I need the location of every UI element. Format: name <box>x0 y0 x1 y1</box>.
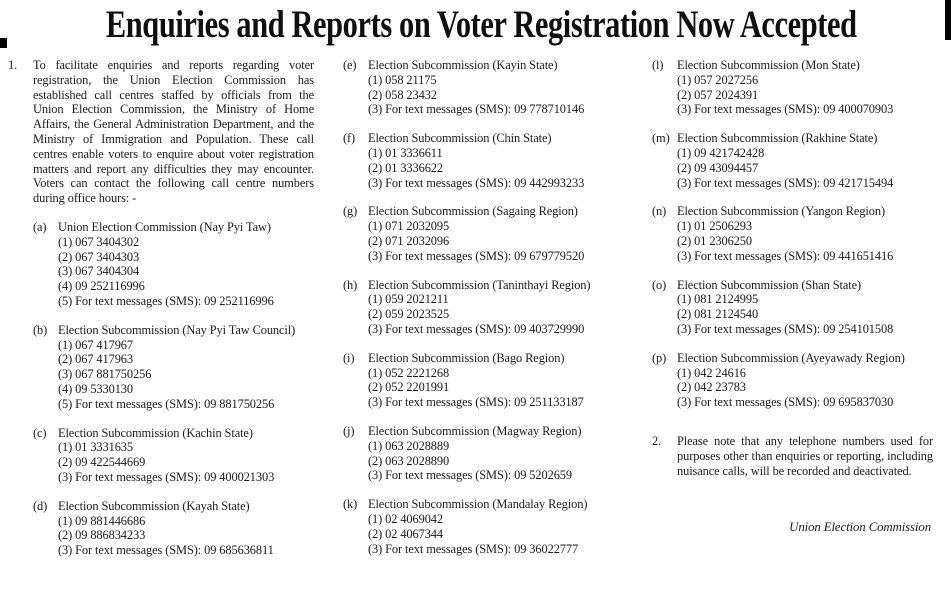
section-label: (g) <box>343 204 358 219</box>
section-a <box>33 220 314 309</box>
section-label: (i) <box>343 350 355 365</box>
section-label: (m) <box>652 131 670 146</box>
section-title: Election Subcommission (Magway Region) <box>368 423 582 438</box>
phone-line: (1) 059 2021211 <box>368 292 449 307</box>
section-title: Election Subcommission (Nay Pyi Taw Council) <box>58 322 296 337</box>
phone-line: (3) For text messages (SMS): 09 36022777 <box>368 541 579 556</box>
section-c <box>33 426 314 485</box>
item-2 <box>652 434 933 478</box>
phone-line: (3) For text messages (SMS): 09 442993233 <box>368 175 585 190</box>
phone-line: (1) 02 4069042 <box>368 511 444 526</box>
phone-line: (3) For text messages (SMS): 09 400021303 <box>58 469 275 484</box>
section-j <box>343 424 635 483</box>
phone-line: (2) 052 2201991 <box>368 380 450 395</box>
phone-line: (2) 059 2023525 <box>368 307 450 322</box>
phone-line: (1) 09 881446686 <box>58 513 146 528</box>
section-title: Union Election Commission (Nay Pyi Taw) <box>58 219 271 234</box>
phone-line: (2) 02 4067344 <box>368 526 444 541</box>
section-title: Election Subcommission (Mon State) <box>677 58 860 72</box>
section-label: (j) <box>343 423 355 438</box>
section-n <box>652 204 933 263</box>
phone-line: (2) 057 2024391 <box>677 87 759 102</box>
section-title: Election Subcommission (Chin State) <box>368 131 552 146</box>
phone-line: (1) 058 21175 <box>368 72 437 87</box>
section-h <box>343 278 635 337</box>
phone-line: (3) For text messages (SMS): 09 441651416 <box>677 248 894 263</box>
section-d <box>33 499 314 558</box>
phone-line: (2) 081 2124540 <box>677 307 759 322</box>
phone-line: (3) For text messages (SMS): 09 403729990 <box>368 321 585 336</box>
phone-line: (5) For text messages (SMS): 09 881750256 <box>58 396 275 411</box>
phone-line: (2) 09 422544669 <box>58 455 146 470</box>
phone-line: (1) 063 2028889 <box>368 438 450 453</box>
section-f <box>343 131 635 190</box>
column-3 <box>652 58 933 535</box>
phone-line: (3) 067 881750256 <box>58 367 152 382</box>
phone-line: (2) 067 3404303 <box>58 249 140 264</box>
phone-line: (1) 052 2221268 <box>368 365 450 380</box>
phone-line: (2) 01 3336622 <box>368 160 444 175</box>
section-o <box>652 278 933 337</box>
section-g <box>343 204 635 263</box>
phone-line: (2) 09 886834233 <box>58 528 146 543</box>
section-label: (n) <box>652 204 667 219</box>
phone-line: (2) 09 43094457 <box>677 160 759 175</box>
section-label: (a) <box>33 219 47 234</box>
phone-line: (1) 01 3331635 <box>58 440 134 455</box>
section-title: Election Subcommission (Taninthayi Region) <box>368 277 591 292</box>
phone-line: (1) 071 2032095 <box>368 219 450 234</box>
section-b <box>33 323 314 412</box>
phone-line: (1) 057 2027256 <box>677 72 759 87</box>
phone-line: (3) For text messages (SMS): 09 251133187 <box>368 395 584 410</box>
phone-line: (3) For text messages (SMS): 09 5202659 <box>368 468 572 483</box>
section-e <box>343 58 635 117</box>
phone-line: (1) 01 3336611 <box>368 145 443 160</box>
section-label: (p) <box>652 350 667 365</box>
phone-line: (2) 042 23783 <box>677 380 746 395</box>
section-title: Election Subcommission (Yangon Region) <box>677 204 885 219</box>
section-title: Election Subcommission (Ayeyawady Region) <box>677 350 905 365</box>
item-2-text: Please note that any telephone numbers used for purposes other than enquiries or reporting, including nuisance calls, will be recorded and deactivated. <box>677 433 933 478</box>
phone-line: (3) For text messages (SMS): 09 400070903 <box>677 102 894 117</box>
section-label: (b) <box>33 322 48 337</box>
section-title: Election Subcommission (Mandalay Region) <box>368 497 588 512</box>
phone-line: (3) 067 3404304 <box>58 264 140 279</box>
phone-line: (1) 067 3404302 <box>58 234 140 249</box>
phone-line: (4) 09 252116996 <box>58 279 145 294</box>
section-i <box>343 351 635 410</box>
section-label: (k) <box>343 497 358 512</box>
phone-line: (2) 058 23432 <box>368 87 437 102</box>
section-title: Election Subcommission (Shan State) <box>677 277 862 292</box>
item-1-number: 1. <box>8 58 18 72</box>
section-l <box>652 58 933 117</box>
section-title: Election Subcommission (Sagaing Region) <box>368 204 578 219</box>
section-p <box>652 351 933 410</box>
headline-wrap <box>0 2 951 48</box>
phone-line: (4) 09 5330130 <box>58 381 134 396</box>
phone-line: (2) 067 417963 <box>58 352 134 367</box>
section-label: (f) <box>343 131 356 146</box>
phone-line: (1) 081 2124995 <box>677 292 759 307</box>
phone-line: (2) 071 2032096 <box>368 233 450 248</box>
phone-line: (2) 063 2028890 <box>368 453 450 468</box>
section-title: Election Subcommission (Kayin State) <box>368 58 558 72</box>
phone-line: (3) For text messages (SMS): 09 421715494 <box>677 175 894 190</box>
signature-line: Union Election Commission <box>789 520 931 535</box>
phone-line: (1) 09 421742428 <box>677 145 765 160</box>
column-1 <box>8 58 314 572</box>
phone-line: (1) 042 24616 <box>677 365 746 380</box>
section-label: (l) <box>652 58 664 72</box>
item-2-number: 2. <box>652 433 662 448</box>
section-title: Election Subcommission (Rakhine State) <box>677 131 878 146</box>
phone-line: (3) For text messages (SMS): 09 695837030 <box>677 395 894 410</box>
section-label: (h) <box>343 277 358 292</box>
column-2 <box>343 58 635 570</box>
phone-line: (3) For text messages (SMS): 09 685636811 <box>58 543 274 558</box>
item-1-text: To facilitate enquiries and reports regarding voter registration, the Union Election Commission has established call centres staffed by officials from the Union Election Commission, the Ministry of Home Affairs, the General Administration Department, and the Ministry of Immigration and Population. These call centres enable voters to enquire about voter registration matters and report any difficulties they may encounter. Voters can contact the following call centre numbers during office hours: - <box>33 58 314 206</box>
phone-line: (3) For text messages (SMS): 09 254101508 <box>677 321 894 336</box>
phone-line: (1) 01 2506293 <box>677 219 753 234</box>
section-m <box>652 131 933 190</box>
phone-line: (3) For text messages (SMS): 09 679779520 <box>368 248 585 263</box>
section-label: (o) <box>652 277 667 292</box>
section-title: Election Subcommission (Kayah State) <box>58 498 250 513</box>
page-title: Enquiries and Reports on Voter Registration Now Accepted <box>105 3 857 46</box>
phone-line: (3) For text messages (SMS): 09 778710146 <box>368 102 585 117</box>
section-label: (e) <box>343 58 357 72</box>
section-title: Election Subcommission (Bago Region) <box>368 350 565 365</box>
phone-line: (1) 067 417967 <box>58 337 134 352</box>
section-k <box>343 497 635 556</box>
section-label: (d) <box>33 498 48 513</box>
section-label: (c) <box>33 425 47 440</box>
phone-line: (2) 01 2306250 <box>677 233 753 248</box>
item-1 <box>8 58 314 206</box>
phone-line: (5) For text messages (SMS): 09 252116996 <box>58 293 274 308</box>
section-title: Election Subcommission (Kachin State) <box>58 425 253 440</box>
